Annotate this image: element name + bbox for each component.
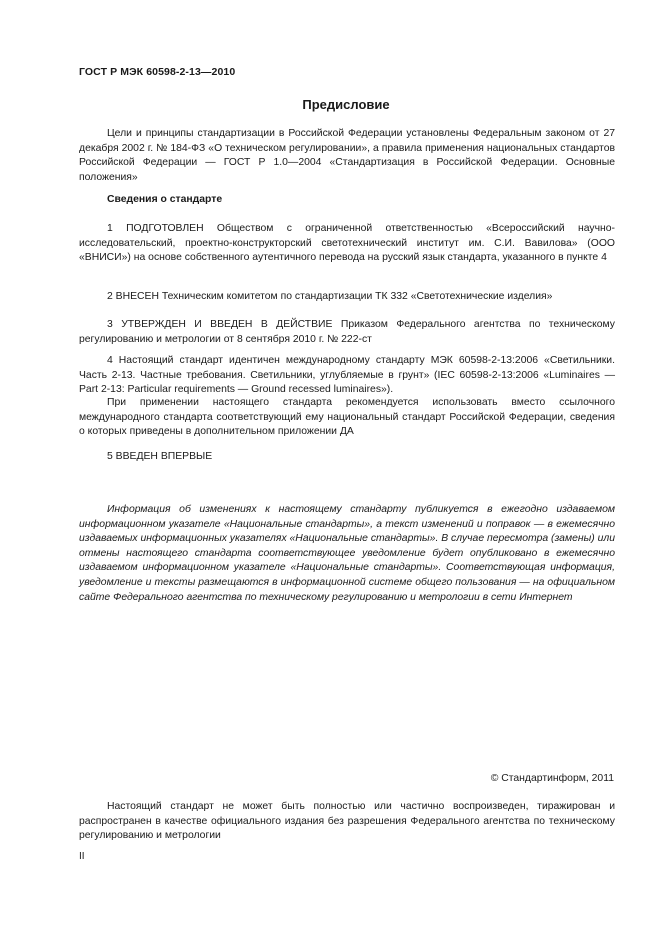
copyright-line: © Стандартинформ, 2011 [490, 773, 614, 784]
reproduction-notice-paragraph: Настоящий стандарт не может быть полностью или частично воспроизведен, тиражирован и распространен в качестве официального издания без разрешения Федерального агентства по техническому регулированию и метрологии [79, 801, 615, 842]
item-5-paragraph: 5 ВВЕДЕН ВПЕРВЫЕ [107, 451, 213, 462]
section-heading: Сведения о стандарте [107, 194, 223, 205]
item-1-paragraph: 1 ПОДГОТОВЛЕН Обществом с ограниченной ответственностью «Всероссийский научно-исследовательский, проектно-конструкторский светотехнический институт им. С.И. Вавилова» (ООО «ВНИСИ») на основе собственного аутентичного перевода на русский язык стандарта, указанного в пункте 4 [79, 223, 615, 264]
item-4-paragraph: 4 Настоящий стандарт идентичен международному стандарту МЭК 60598-2-13:2006 «Светильники. Часть 2-13. Частные требования. Светильники, углубляемые в грунт» (IEC 60598-2-13:2006 «Luminaires — Part 2-13: Particular requirements — Ground recessed luminaires»). [79, 355, 615, 396]
item-4-note-paragraph: При применении настоящего стандарта рекомендуется использовать вместо ссылочного международного стандарта соответствующий ему национальный стандарт Российской Федерации, сведения о которых приведены в дополнительном приложении ДА [79, 397, 615, 438]
item-3-paragraph: 3 УТВЕРЖДЕН И ВВЕДЕН В ДЕЙСТВИЕ Приказом Федерального агентства по техническому регулированию и метрологии от 8 сентября 2010 г. № 222-ст [79, 319, 615, 345]
document-code-header: ГОСТ Р МЭК 60598-2-13—2010 [79, 66, 236, 78]
page-number: II [79, 851, 85, 862]
info-notice-paragraph: Информация об изменениях к настоящему стандарту публикуется в ежегодно издаваемом информационном указателе «Национальные стандарты», а текст изменений и поправок — в ежемесячно издаваемых информационных указателях «Национальные стандарты». В случае пересмотра (замены) или отмены настоящего стандарта соответствующее уведомление будет опубликовано в ежемесячно издаваемом информационном указателе «Национальные стандарты». Соответствующая информация, уведомление и тексты размещаются в информационной системе общего пользования — на официальном сайте Федерального агентства по техническому регулированию и метрологии в сети Интернет [79, 504, 615, 603]
intro-paragraph: Цели и принципы стандартизации в Российской Федерации установлены Федеральным законом от 27 декабря 2002 г. № 184-ФЗ «О техническом регулировании», а правила применения национальных стандартов Российской Федерации — ГОСТ Р 1.0—2004 «Стандартизация в Российской Федерации. Основные положения» [79, 128, 615, 183]
page-title: Предисловие [302, 97, 390, 112]
item-2-paragraph: 2 ВНЕСЕН Техническим комитетом по стандартизации ТК 332 «Светотехнические изделия» [107, 291, 553, 302]
